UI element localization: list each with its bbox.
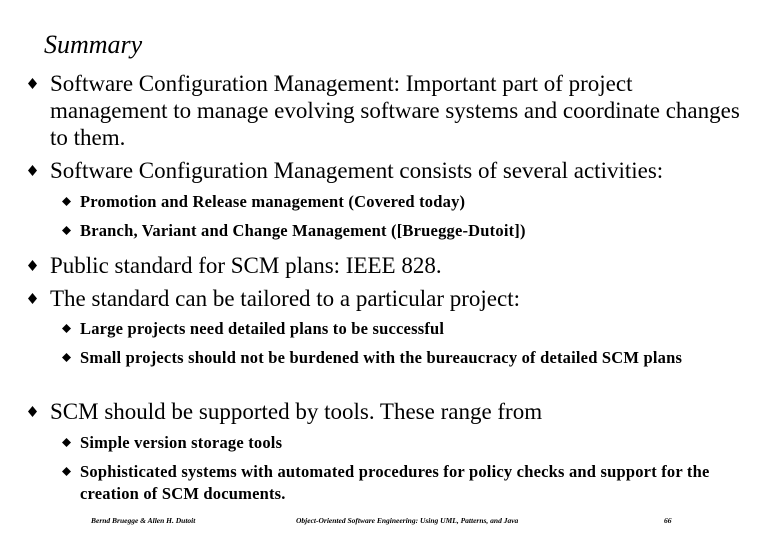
sub-bullet-text: Simple version storage tools (80, 433, 283, 452)
sub-bullet-text: Sophisticated systems with automated procedures for policy checks and support for the creation of SCM documents. (80, 462, 710, 503)
small-diamond-bullet-icon (62, 324, 71, 333)
bullet-text: Software Configuration Management: Important part of project management to manage evolving software systems and coordinate changes to them. (50, 71, 740, 150)
bullet-item (28, 398, 748, 425)
bullet-item (28, 285, 748, 312)
diamond-bullet-icon (28, 406, 37, 417)
bullet-item (28, 252, 748, 279)
bullet-text: Software Configuration Management consists of several activities: (50, 158, 664, 183)
bullet-text: SCM should be supported by tools. These range from (50, 399, 543, 424)
sub-bullet-item (62, 220, 722, 242)
sub-bullet-item (62, 432, 722, 454)
bullet-item (28, 157, 748, 184)
bullet-text: The standard can be tailored to a particular project: (50, 286, 521, 311)
small-diamond-bullet-icon (62, 197, 71, 206)
footer-page-number: 66 (664, 516, 672, 525)
diamond-bullet-icon (28, 78, 37, 89)
bullet-item (28, 70, 748, 151)
diamond-bullet-icon (28, 293, 37, 304)
footer-book-title: Object-Oriented Software Engineering: Using UML, Patterns, and Java (296, 516, 519, 525)
sub-bullet-text: Small projects should not be burdened with the bureaucracy of detailed SCM plans (80, 348, 683, 367)
sub-bullet-item (62, 318, 722, 340)
diamond-bullet-icon (28, 165, 37, 176)
slide-title: Summary (44, 30, 143, 59)
sub-bullet-text: Branch, Variant and Change Management ([Bruegge-Dutoit]) (80, 221, 526, 240)
small-diamond-bullet-icon (62, 353, 71, 362)
small-diamond-bullet-icon (62, 226, 71, 235)
sub-bullet-text: Promotion and Release management (Covered today) (80, 192, 466, 211)
bullet-text: Public standard for SCM plans: IEEE 828. (50, 253, 442, 278)
sub-bullet-text: Large projects need detailed plans to be successful (80, 319, 445, 338)
footer-authors: Bernd Bruegge & Allen H. Dutoit (91, 516, 196, 525)
sub-bullet-item (62, 347, 722, 369)
sub-bullet-item (62, 461, 722, 505)
sub-bullet-item (62, 191, 722, 213)
small-diamond-bullet-icon (62, 467, 71, 476)
diamond-bullet-icon (28, 260, 37, 271)
small-diamond-bullet-icon (62, 438, 71, 447)
